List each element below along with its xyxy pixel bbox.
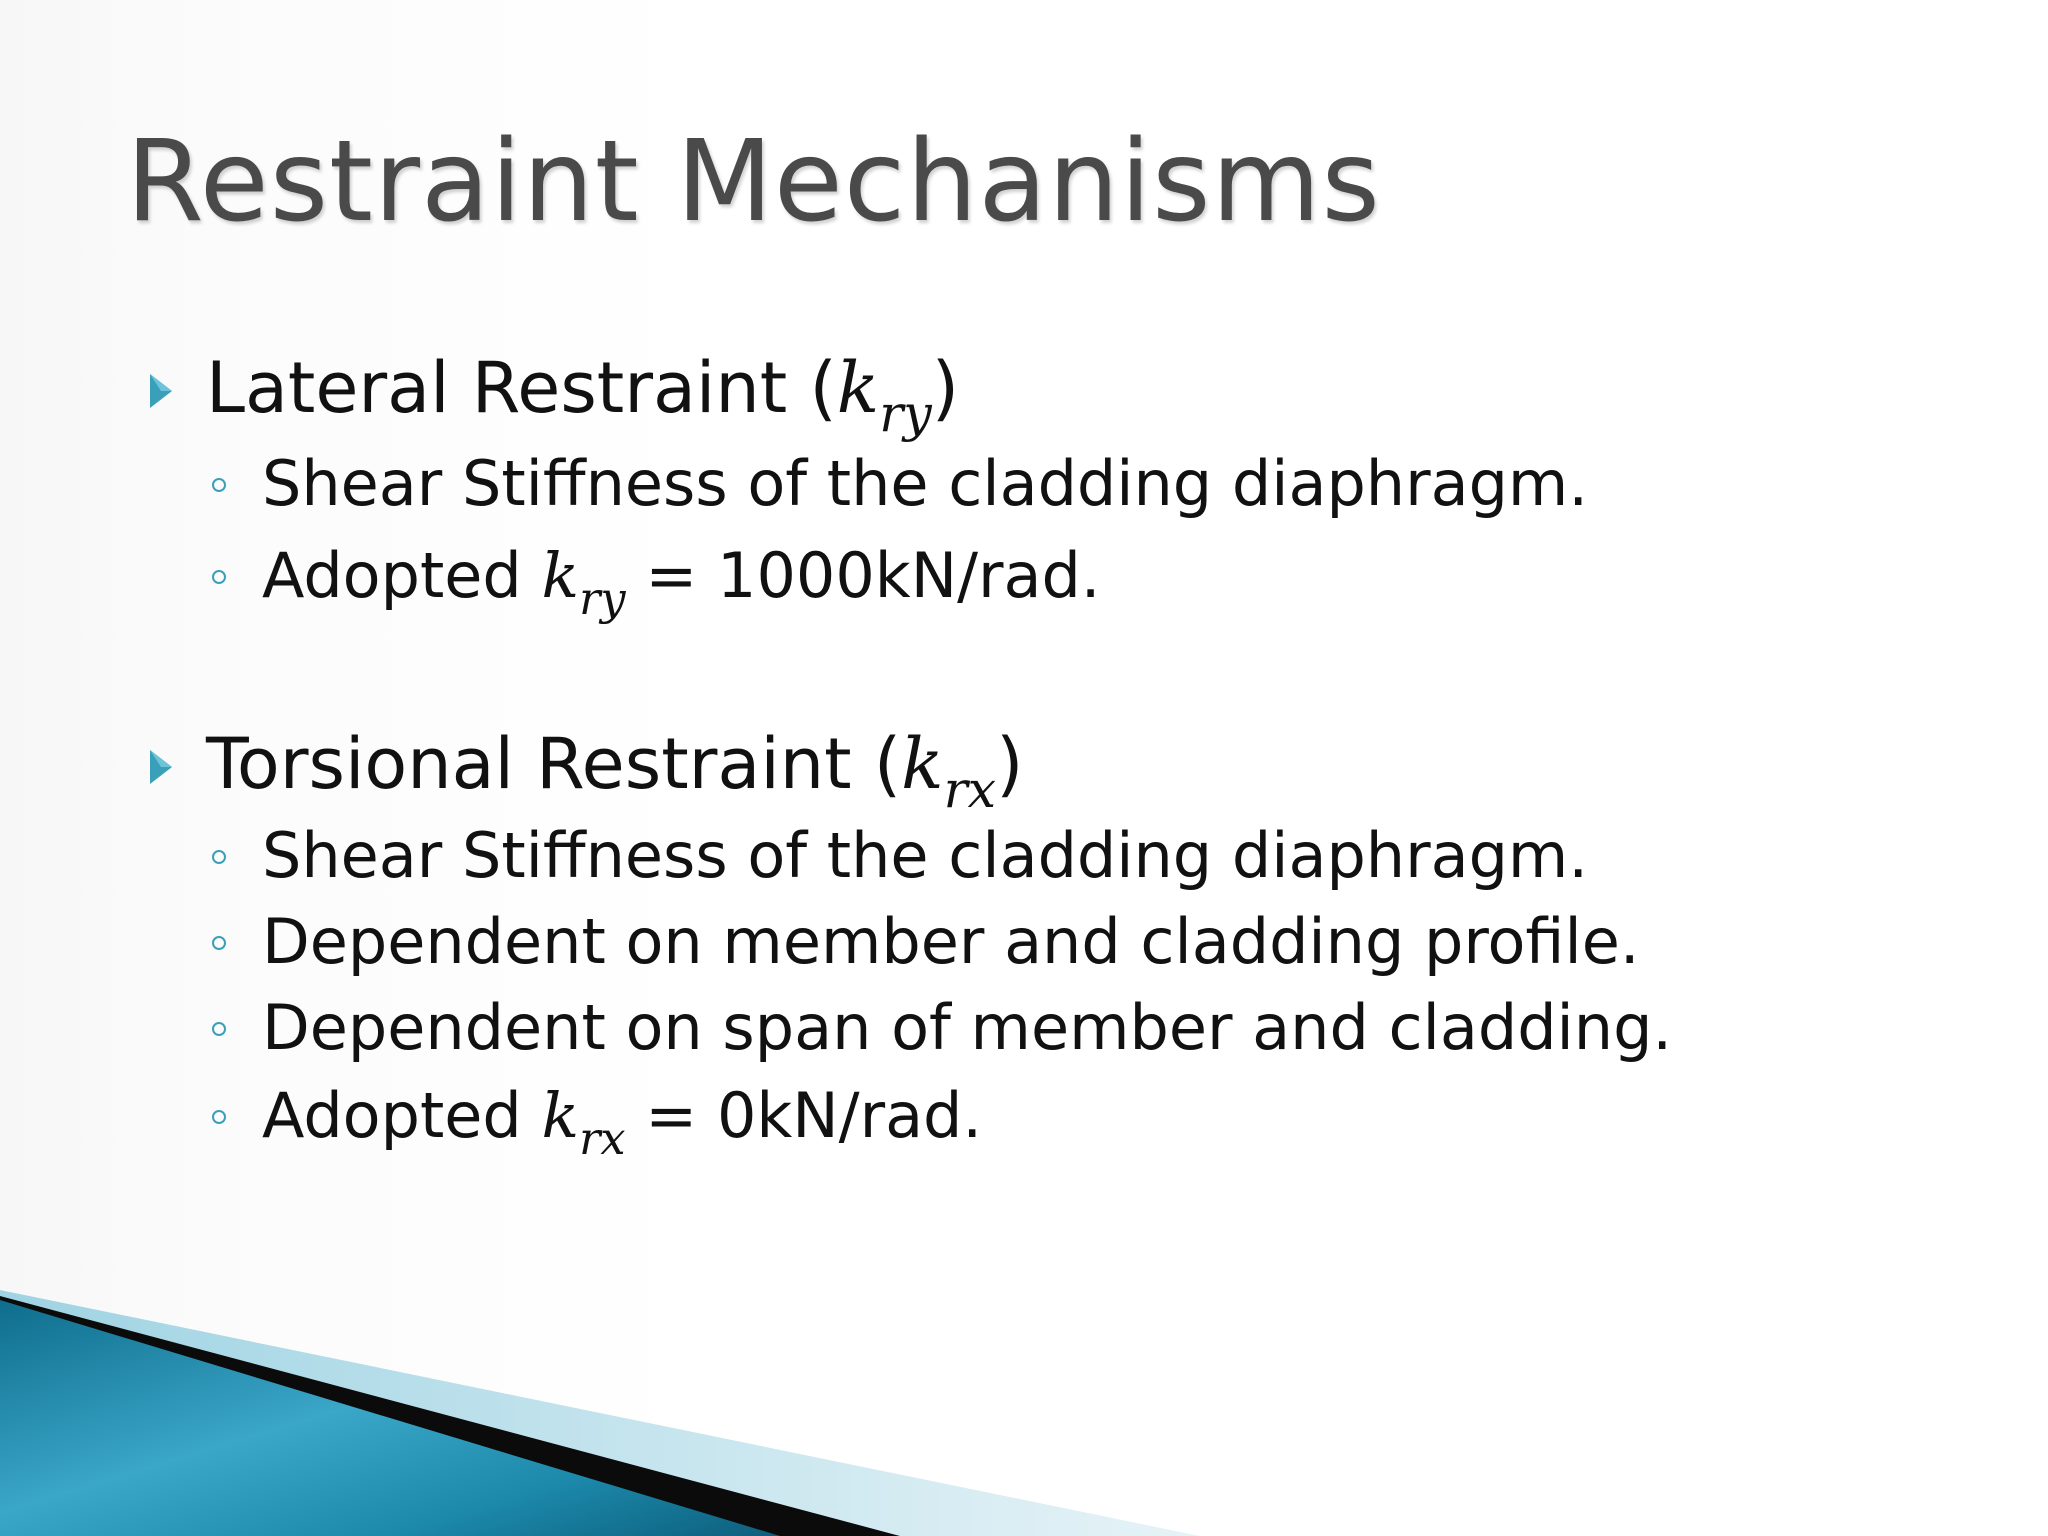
hollow-circle-icon [212, 1022, 226, 1036]
sub-item-rest: = 1000kN/rad. [645, 539, 1101, 612]
math-symbol [541, 539, 626, 625]
math-subscript: ry [579, 572, 626, 625]
symbol-close-paren: ) [996, 723, 1024, 805]
slide-title: Restraint Mechanisms [126, 117, 1381, 247]
hollow-circle-icon [212, 570, 226, 584]
math-symbol [541, 1079, 626, 1165]
sub-item-text: Shear Stiffness of the cladding diaphragm. [262, 819, 1589, 892]
sub-item-text: Dependent on member and cladding profile. [262, 905, 1640, 978]
triangle-arrow-icon [150, 750, 172, 784]
hollow-circle-icon [212, 1110, 226, 1124]
bullet-label: Torsional Restraint [206, 723, 852, 805]
sub-item-prefix: Adopted [262, 1079, 522, 1152]
math-var: k [836, 347, 880, 429]
math-symbol [836, 347, 932, 444]
math-subscript: ry [879, 384, 932, 444]
sub-item-text: Shear Stiffness of the cladding diaphragm. [262, 447, 1589, 520]
bullet-text [206, 346, 960, 444]
triangle-arrow-icon [150, 374, 172, 408]
bullet-text [206, 722, 1024, 820]
sub-item-rest: = 0kN/rad. [645, 1079, 983, 1152]
sub-item-text: Dependent on span of member and cladding. [262, 991, 1673, 1064]
bullet-label: Lateral Restraint [206, 347, 788, 429]
symbol-close-paren: ) [931, 347, 960, 429]
math-subscript: rx [579, 1112, 626, 1165]
symbol-open-paren: ( [873, 723, 902, 805]
math-var: k [541, 1079, 580, 1152]
sub-item-text [262, 1078, 983, 1165]
math-var: k [541, 539, 580, 612]
symbol-open-paren: ( [809, 347, 837, 429]
math-subscript: rx [943, 760, 997, 820]
hollow-circle-icon [212, 850, 226, 864]
sub-item-prefix: Adopted [262, 539, 522, 612]
sub-item-text [262, 538, 1101, 625]
hollow-circle-icon [212, 478, 226, 492]
math-symbol [901, 723, 997, 820]
hollow-circle-icon [212, 936, 226, 950]
math-var: k [901, 723, 944, 805]
